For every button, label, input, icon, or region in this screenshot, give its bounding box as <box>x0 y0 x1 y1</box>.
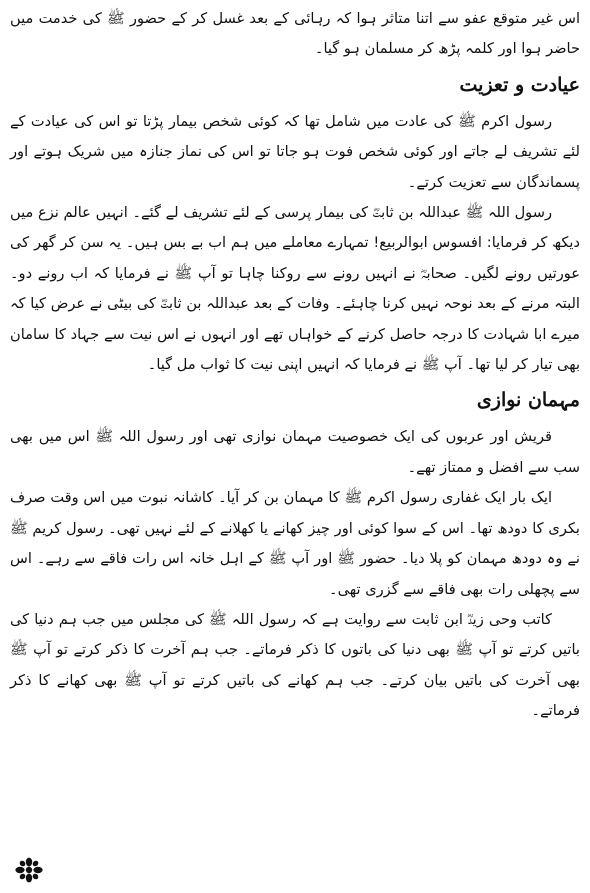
paragraph-abdullah-bin-thabit: رسول اللہ ﷺ عبداللہ بن ثابتؓ کی بیمار پرسی کے لئے تشریف لے گئے۔ انہیں عالم نزع میں دیکھ کر فرمایا: افسوس ابوالربیع! تمہارے معاملے میں ہم اب بے بس ہیں۔ یہ سن کر گھر کی عورتیں رونے لگیں۔ صحابہؓ نے انہیں رونے سے روکنا چاہا تو آپ ﷺ نے فرمایا کہ اب رونے دو۔ البتہ مرنے کے بعد نوحہ نہیں کرنا چاہئے۔ وفات کے بعد عبداللہ بن ثابتؓ کی بیٹی نے عرض کیا کہ میرے ابا شہادت کا درجہ حاصل کرنے کے خواہاں تھے اور انہوں نے اس نیت سے جہاد کا سامان بھی تیار کر لیا تھا۔ آپ ﷺ نے فرمایا کہ انہیں اپنی نیت کا ثواب مل گیا۔ <box>10 204 580 374</box>
section-heading-visiting-sick: عیادت و تعزیت <box>459 73 580 96</box>
paragraph-visiting-sick-habit: رسول اکرم ﷺ کی عادت میں شامل تھا کہ کوئی شخص بیمار پڑتا تو اس کی عیادت کے لئے تشریف لے جاتے اور کوئی شخص فوت ہو جاتا تو اس کی نماز جنازہ میں شریک ہوتے اور پسماندگان سے تعزیت کرتے۔ <box>10 112 580 191</box>
flower-ornament-icon <box>14 857 44 883</box>
paragraph-ghifari-guest: ایک بار ایک غفاری رسول اکرم ﷺ کا مہمان بن کر آیا۔ کاشانہ نبوت میں اس وقت صرف بکری کا دودھ تھا۔ اس کے سوا کوئی اور چیز کھانے یا کھلانے کے لئے نہیں تھی۔ رسول کریم ﷺ نے وہ دودھ مہمان کو پلا دیا۔ حضور ﷺ اور آپ ﷺ کے اہل خانہ اس رات فاقے سے رہے۔ اس سے پچھلی رات بھی فاقے سے گزری تھی۔ <box>10 489 580 598</box>
paragraph-pardon-conversion: اس غیر متوقع عفو سے اتنا متاثر ہوا کہ رہائی کے بعد غسل کر کے حضور ﷺ کی خدمت میں حاضر ہوا اور کلمہ پڑھ کر مسلمان ہو گیا۔ <box>10 10 580 58</box>
heading-row-hospitality <box>10 380 580 422</box>
heading-row-visiting-sick <box>10 65 580 107</box>
section-heading-hospitality: مہمان نوازی <box>476 389 580 412</box>
paragraph-hospitality-trait: قریش اور عربوں کی ایک خصوصیت مہمان نوازی تھی اور رسول اللہ ﷺ اس میں بھی سب سے افضل و ممتاز تھے۔ <box>10 428 580 476</box>
paragraph-zaid-narration: کاتب وحی زیدؓ ابن ثابت سے روایت ہے کہ رسول اللہ ﷺ کی مجلس میں جب ہم دنیا کی باتیں کرتے تو آپ ﷺ بھی دنیا کی باتوں کا ذکر فرماتے۔ جب ہم آخرت کا ذکر کرتے تو آپ ﷺ بھی آخرت کی باتیں بیان کرتے۔ جب ہم کھانے کی باتیں کرتے تو آپ ﷺ بھی کھانے کا ذکر فرماتے۔ <box>10 610 580 720</box>
